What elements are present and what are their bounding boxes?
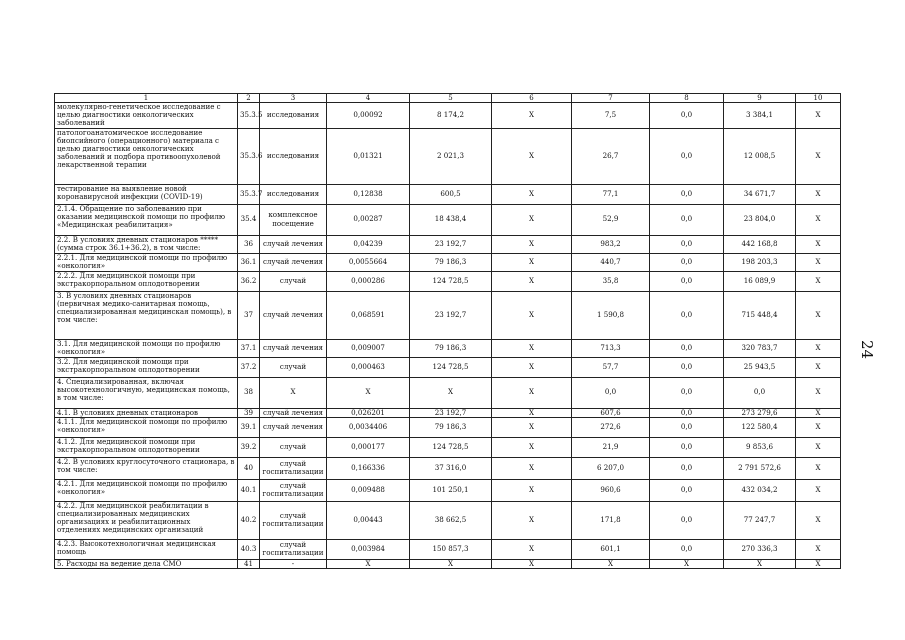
table-cell: 0,0 <box>650 271 724 291</box>
table-cell: 0,0 <box>650 103 724 128</box>
table-cell: Х <box>796 377 841 408</box>
table-cell: 432 034,2 <box>724 479 796 501</box>
column-header: 1 <box>55 94 238 103</box>
table-cell: Х <box>796 128 841 184</box>
table-cell: 77,1 <box>572 184 650 204</box>
table-cell: - <box>260 559 327 568</box>
table-cell: 171,8 <box>572 501 650 539</box>
table-cell: 124 728,5 <box>410 357 492 377</box>
table-cell: 3 384,1 <box>724 103 796 128</box>
table-cell: Х <box>492 501 572 539</box>
table-cell: 713,3 <box>572 339 650 357</box>
table-cell: 23 192,7 <box>410 291 492 339</box>
table-cell: 18 438,4 <box>410 204 492 235</box>
table-row <box>55 357 841 377</box>
table-cell: 37.2 <box>238 357 260 377</box>
table-cell: Х <box>492 128 572 184</box>
table-cell: 273 279,6 <box>724 408 796 417</box>
table-cell: 442 168,8 <box>724 235 796 253</box>
table-cell: 35.3.5 <box>238 103 260 128</box>
table-cell: 8 174,2 <box>410 103 492 128</box>
table-row <box>55 539 841 559</box>
table-cell: 0,068591 <box>327 291 410 339</box>
page-number: 24 <box>858 340 876 360</box>
table-cell: 0,00092 <box>327 103 410 128</box>
table-row <box>55 204 841 235</box>
table-cell: 79 186,3 <box>410 417 492 437</box>
table-cell: 36 <box>238 235 260 253</box>
table-cell: 3. В условиях дневных стационаров (первичная медико-санитарная помощь, специализированная медицинская помощь), в том числе: <box>55 291 238 339</box>
table-cell: 35.3.6 <box>238 128 260 184</box>
table-cell: 198 203,3 <box>724 253 796 271</box>
table-cell: Х <box>327 377 410 408</box>
table-cell: 0,166336 <box>327 457 410 479</box>
table-cell: 150 857,3 <box>410 539 492 559</box>
table-cell: 36.2 <box>238 271 260 291</box>
table-cell: 40.3 <box>238 539 260 559</box>
table-cell: 2.1.4. Обращение по заболеванию при оказании медицинской помощи по профилю «Медицинская реабилитация» <box>55 204 238 235</box>
table-row <box>55 235 841 253</box>
table-row <box>55 103 841 128</box>
table-cell: случай <box>260 271 327 291</box>
table-cell: 122 580,4 <box>724 417 796 437</box>
table-cell: 39.1 <box>238 417 260 437</box>
table-cell: 4.2. В условиях круглосуточного стационара, в том числе: <box>55 457 238 479</box>
table-cell: 23 804,0 <box>724 204 796 235</box>
table-cell: 960,6 <box>572 479 650 501</box>
table-cell: 0,0 <box>650 128 724 184</box>
table-cell: 0,0 <box>650 377 724 408</box>
table-cell: 4.2.1. Для медицинской помощи по профилю «онкология» <box>55 479 238 501</box>
table-cell: Х <box>492 559 572 568</box>
table-cell: 0,0 <box>650 235 724 253</box>
table-cell: Х <box>796 291 841 339</box>
table-cell: 4. Специализированная, включая высокотехнологичную, медицинская помощь, в том числе: <box>55 377 238 408</box>
table-cell: случай лечения <box>260 253 327 271</box>
table-cell: Х <box>796 479 841 501</box>
table-cell: исследования <box>260 128 327 184</box>
table-cell: 35.3.7 <box>238 184 260 204</box>
table-cell: 2.2.1. Для медицинской помощи по профилю «онкология» <box>55 253 238 271</box>
table-cell: исследования <box>260 184 327 204</box>
table-cell: случай <box>260 357 327 377</box>
table-cell: Х <box>492 103 572 128</box>
table-cell: Х <box>492 539 572 559</box>
table-cell: 52,9 <box>572 204 650 235</box>
table-cell: Х <box>796 103 841 128</box>
table-cell: 320 783,7 <box>724 339 796 357</box>
table-cell: Х <box>327 559 410 568</box>
table-cell: Х <box>796 184 841 204</box>
table-cell: 37 316,0 <box>410 457 492 479</box>
table-cell: 0,01321 <box>327 128 410 184</box>
table-cell: Х <box>492 417 572 437</box>
table-cell: Х <box>492 204 572 235</box>
table-cell: Х <box>492 437 572 457</box>
table-cell: 0,009488 <box>327 479 410 501</box>
table-cell: 2 021,3 <box>410 128 492 184</box>
table-cell: 0,0 <box>650 291 724 339</box>
column-header: 9 <box>724 94 796 103</box>
column-header: 4 <box>327 94 410 103</box>
table-cell: 40 <box>238 457 260 479</box>
table-cell: 3.2. Для медицинской помощи при экстракорпоральном оплодотворении <box>55 357 238 377</box>
table-cell: 0,003984 <box>327 539 410 559</box>
table-cell: Х <box>492 291 572 339</box>
table-cell: 9 853,6 <box>724 437 796 457</box>
table-cell: случай <box>260 437 327 457</box>
table-cell: 0,000463 <box>327 357 410 377</box>
table-cell: Х <box>796 437 841 457</box>
table-cell: Х <box>796 539 841 559</box>
table-cell: случай лечения <box>260 339 327 357</box>
table-cell: 79 186,3 <box>410 339 492 357</box>
column-header: 2 <box>238 94 260 103</box>
table-row <box>55 417 841 437</box>
table-cell: 0,0 <box>650 339 724 357</box>
table-cell: Х <box>410 377 492 408</box>
table-cell: 38 662,5 <box>410 501 492 539</box>
table-cell: 1 590,8 <box>572 291 650 339</box>
table-cell: 5. Расходы на ведение дела СМО <box>55 559 238 568</box>
column-header: 5 <box>410 94 492 103</box>
table-cell: 39.2 <box>238 437 260 457</box>
table-cell: Х <box>572 559 650 568</box>
table-cell: тестирование на выявление новой коронавирусной инфекции (COVID-19) <box>55 184 238 204</box>
table-cell: 7,5 <box>572 103 650 128</box>
table-cell: 0,000177 <box>327 437 410 457</box>
table-cell: Х <box>796 357 841 377</box>
table-row <box>55 408 841 417</box>
table-cell: 3.1. Для медицинской помощи по профилю «онкология» <box>55 339 238 357</box>
table-cell: 440,7 <box>572 253 650 271</box>
table-cell: 37.1 <box>238 339 260 357</box>
table-cell: 0,0055664 <box>327 253 410 271</box>
table-cell: 715 448,4 <box>724 291 796 339</box>
table-cell: случай госпитализации <box>260 457 327 479</box>
table-cell: 23 192,7 <box>410 408 492 417</box>
table-row <box>55 377 841 408</box>
table-cell: 0,0 <box>572 377 650 408</box>
table-cell: 35.4 <box>238 204 260 235</box>
table-cell: 23 192,7 <box>410 235 492 253</box>
table-cell: комплексное посещение <box>260 204 327 235</box>
table-cell: 36.1 <box>238 253 260 271</box>
table-cell: 0,0 <box>650 501 724 539</box>
table-cell: 0,0034406 <box>327 417 410 437</box>
table-row <box>55 457 841 479</box>
table-cell: 40.1 <box>238 479 260 501</box>
table-cell: Х <box>796 408 841 417</box>
table-cell: 79 186,3 <box>410 253 492 271</box>
table-cell: 0,04239 <box>327 235 410 253</box>
table-cell: 0,009007 <box>327 339 410 357</box>
table-cell: Х <box>796 417 841 437</box>
column-header: 7 <box>572 94 650 103</box>
table-cell: 2 791 572,6 <box>724 457 796 479</box>
table-cell: 0,0 <box>650 539 724 559</box>
table-cell: 4.1.1. Для медицинской помощи по профилю «онкология» <box>55 417 238 437</box>
table-row <box>55 437 841 457</box>
column-header: 10 <box>796 94 841 103</box>
table-cell: 0,0 <box>650 204 724 235</box>
table-cell: 4.2.3. Высокотехнологичная медицинская помощь <box>55 539 238 559</box>
table-row <box>55 184 841 204</box>
table-cell: случай госпитализации <box>260 479 327 501</box>
table-cell: случай лечения <box>260 291 327 339</box>
table-row <box>55 559 841 568</box>
table-cell: 0,0 <box>650 357 724 377</box>
table-cell: 101 250,1 <box>410 479 492 501</box>
table-cell: 124 728,5 <box>410 437 492 457</box>
table-cell: 0,0 <box>650 479 724 501</box>
table-cell: 6 207,0 <box>572 457 650 479</box>
table-cell: 600,5 <box>410 184 492 204</box>
table-row <box>55 128 841 184</box>
table-cell: Х <box>492 339 572 357</box>
table-cell: 26,7 <box>572 128 650 184</box>
table-cell: 0,00287 <box>327 204 410 235</box>
table-cell: 0,0 <box>650 457 724 479</box>
table-cell: 12 008,5 <box>724 128 796 184</box>
table-cell: случай госпитализации <box>260 501 327 539</box>
table-cell: 4.1.2. Для медицинской помощи при экстракорпоральном оплодотворении <box>55 437 238 457</box>
table-cell: 0,0 <box>650 408 724 417</box>
table-cell: 4.1. В условиях дневных стационаров <box>55 408 238 417</box>
table-cell: 25 943,5 <box>724 357 796 377</box>
table-cell: 40.2 <box>238 501 260 539</box>
column-header: 6 <box>492 94 572 103</box>
table-cell: Х <box>796 204 841 235</box>
table-cell: 0,00443 <box>327 501 410 539</box>
table-cell: Х <box>796 501 841 539</box>
table-cell: 0,000286 <box>327 271 410 291</box>
table-cell: 37 <box>238 291 260 339</box>
table-cell: Х <box>492 377 572 408</box>
table-cell: Х <box>492 184 572 204</box>
table-cell: 2.2. В условиях дневных стационаров ***** (сумма строк 36.1+36.2), в том числе: <box>55 235 238 253</box>
table-row <box>55 253 841 271</box>
table-cell: 21,9 <box>572 437 650 457</box>
table-cell: Х <box>260 377 327 408</box>
table-cell: Х <box>410 559 492 568</box>
table-cell: Х <box>492 357 572 377</box>
table-cell: Х <box>492 408 572 417</box>
table-cell: 0,0 <box>650 437 724 457</box>
table-row <box>55 271 841 291</box>
table-cell: Х <box>492 479 572 501</box>
table-cell: 77 247,7 <box>724 501 796 539</box>
table-cell: 0,0 <box>724 377 796 408</box>
table-cell: Х <box>650 559 724 568</box>
table-cell: 57,7 <box>572 357 650 377</box>
table-cell: случай госпитализации <box>260 539 327 559</box>
table-cell: случай лечения <box>260 417 327 437</box>
table-row <box>55 339 841 357</box>
table-cell: 0,12838 <box>327 184 410 204</box>
table-cell: Х <box>796 457 841 479</box>
table-cell: 0,0 <box>650 184 724 204</box>
table-cell: 0,026201 <box>327 408 410 417</box>
table-cell: 38 <box>238 377 260 408</box>
table-cell: 0,0 <box>650 253 724 271</box>
table-cell: Х <box>796 253 841 271</box>
table-cell: 34 671,7 <box>724 184 796 204</box>
table-cell: Х <box>796 559 841 568</box>
table-cell: исследования <box>260 103 327 128</box>
data-table <box>54 93 841 569</box>
table-cell: Х <box>492 457 572 479</box>
column-header: 3 <box>260 94 327 103</box>
table-cell: 124 728,5 <box>410 271 492 291</box>
table-cell: патологоанатомическое исследование биопсийного (операционного) материала с целью диагностики онкологических заболеваний и подбора противоопухолевой лекарственной терапии <box>55 128 238 184</box>
table-cell: Х <box>724 559 796 568</box>
table-cell: 270 336,3 <box>724 539 796 559</box>
table-cell: 39 <box>238 408 260 417</box>
table-cell: случай лечения <box>260 408 327 417</box>
table-cell: Х <box>796 271 841 291</box>
column-header: 8 <box>650 94 724 103</box>
table-row <box>55 501 841 539</box>
table-cell: Х <box>796 339 841 357</box>
table-cell: 983,2 <box>572 235 650 253</box>
table-cell: Х <box>796 235 841 253</box>
table-cell: 35,8 <box>572 271 650 291</box>
table-cell: 607,6 <box>572 408 650 417</box>
table-cell: 4.2.2. Для медицинской реабилитации в специализированных медицинских организациях и реабилитационных отделениях медицинских организаций <box>55 501 238 539</box>
table-cell: 41 <box>238 559 260 568</box>
table-cell: молекулярно-генетическое исследование с целью диагностики онкологических заболеваний <box>55 103 238 128</box>
table-cell: Х <box>492 253 572 271</box>
table-cell: 0,0 <box>650 417 724 437</box>
table-cell: Х <box>492 235 572 253</box>
table-cell: 272,6 <box>572 417 650 437</box>
table-row <box>55 291 841 339</box>
table-row <box>55 479 841 501</box>
table-cell: случай лечения <box>260 235 327 253</box>
table-cell: 2.2.2. Для медицинской помощи при экстракорпоральном оплодотворении <box>55 271 238 291</box>
table-cell: Х <box>492 271 572 291</box>
table-cell: 16 089,9 <box>724 271 796 291</box>
table-cell: 601,1 <box>572 539 650 559</box>
